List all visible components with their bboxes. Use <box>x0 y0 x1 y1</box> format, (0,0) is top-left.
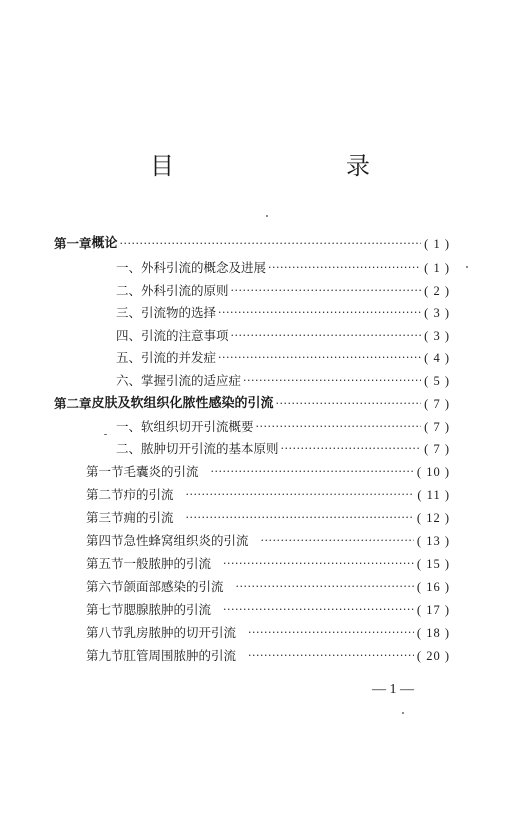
toc-title-left: 目 <box>150 152 174 180</box>
dot-leader <box>223 554 414 574</box>
toc-item[interactable] <box>116 417 450 437</box>
dot-leader <box>218 348 421 368</box>
toc-item[interactable] <box>116 258 450 278</box>
dot-leader <box>268 258 421 278</box>
page-ref: ( 11 ) <box>417 488 450 502</box>
toc-item[interactable] <box>116 371 450 391</box>
toc-section-5[interactable] <box>86 554 450 574</box>
page-ref: ( 7 ) <box>424 420 450 434</box>
dot-leader <box>120 234 422 254</box>
chapter-title: 皮肤及软组织化脓性感染的引流 <box>91 396 274 411</box>
item-title: 六、掌握引流的适应症 <box>116 373 242 388</box>
toc-title <box>150 146 370 181</box>
dot-leader <box>231 326 422 346</box>
toc-item[interactable] <box>116 348 450 368</box>
dot-leader <box>281 439 422 459</box>
item-title: 四、引流的注意事项 <box>116 328 229 343</box>
toc-item[interactable] <box>116 303 450 323</box>
toc-item[interactable] <box>116 439 450 459</box>
item-title: 二、脓肿切开引流的基本原则 <box>116 441 279 456</box>
section-title: 疖的引流 <box>123 487 174 502</box>
page-ref: ( 20 ) <box>416 649 450 663</box>
page-ref: ( 7 ) <box>424 397 450 411</box>
page-ref: ( 5 ) <box>424 374 450 388</box>
section-title: 肛管周围脓肿的引流 <box>123 648 237 663</box>
section-number: 第五节 <box>86 556 124 571</box>
toc-section-6[interactable] <box>86 577 450 597</box>
section-title: 腮腺脓肿的引流 <box>123 602 212 617</box>
dot-leader <box>276 394 422 414</box>
section-number: 第七节 <box>86 602 124 617</box>
section-title: 急性蜂窝组织炎的引流 <box>123 533 249 548</box>
dot-leader <box>236 577 414 597</box>
dot-leader <box>248 646 414 666</box>
dot-leader <box>256 417 422 437</box>
section-number: 第一节 <box>86 464 124 479</box>
toc-chapter-2[interactable] <box>54 394 450 414</box>
item-title: 一、软组织切开引流概要 <box>116 419 254 434</box>
scan-speck <box>266 215 268 217</box>
item-title: 三、引流物的选择 <box>116 305 217 320</box>
page-ref: ( 4 ) <box>424 351 450 365</box>
chapter-title: 概论 <box>91 236 118 251</box>
toc-item[interactable] <box>116 281 450 301</box>
dot-leader <box>211 462 414 482</box>
item-title: 五、引流的并发症 <box>116 350 217 365</box>
section-title: 颌面部感染的引流 <box>123 579 224 594</box>
section-number: 第六节 <box>86 579 124 594</box>
chapter-number: 第二章 <box>54 396 92 411</box>
toc-section-4[interactable] <box>86 531 450 551</box>
toc-title-right: 录 <box>346 152 370 180</box>
dot-leader <box>231 281 422 301</box>
section-number: 第四节 <box>86 533 124 548</box>
dot-leader <box>218 303 421 323</box>
page-ref: ( 1 ) <box>424 261 450 275</box>
page-ref: ( 13 ) <box>416 534 450 548</box>
dot-leader <box>223 600 414 620</box>
section-title: 痈的引流 <box>123 510 174 525</box>
dot-leader <box>186 485 415 505</box>
dot-leader <box>261 531 414 551</box>
page-ref: ( 3 ) <box>424 306 450 320</box>
page-ref: ( 1 ) <box>424 237 450 251</box>
section-title: 一般脓肿的引流 <box>123 556 212 571</box>
section-title: 乳房脓肿的切开引流 <box>123 625 237 640</box>
item-title: 一、外科引流的概念及进展 <box>116 260 267 275</box>
toc-section-2[interactable] <box>86 485 450 505</box>
page-ref: ( 10 ) <box>416 465 450 479</box>
page-ref: ( 18 ) <box>416 626 450 640</box>
page-ref: ( 12 ) <box>416 511 450 525</box>
page-ref: ( 15 ) <box>416 557 450 571</box>
toc-section-1[interactable] <box>86 462 450 482</box>
dot-leader <box>248 623 414 643</box>
toc-item[interactable] <box>116 326 450 346</box>
item-title: 二、外科引流的原则 <box>116 283 229 298</box>
scan-speck <box>466 266 468 268</box>
page-ref: ( 7 ) <box>424 442 450 456</box>
toc-section-8[interactable] <box>86 623 450 643</box>
toc-chapter-1[interactable] <box>54 234 450 254</box>
section-number: 第二节 <box>86 487 124 502</box>
toc-section-9[interactable] <box>86 646 450 666</box>
section-title: 毛囊炎的引流 <box>123 464 199 479</box>
section-number: 第八节 <box>86 625 124 640</box>
section-number: 第三节 <box>86 510 124 525</box>
toc-section-7[interactable] <box>86 600 450 620</box>
dot-leader <box>243 371 421 391</box>
chapter-number: 第一章 <box>54 236 92 251</box>
scan-speck <box>402 712 404 714</box>
toc-section-3[interactable] <box>86 508 450 528</box>
page-ref: ( 16 ) <box>416 580 450 594</box>
page-ref: ( 2 ) <box>424 284 450 298</box>
page-ref: ( 3 ) <box>424 329 450 343</box>
section-number: 第九节 <box>86 648 124 663</box>
dot-leader <box>186 508 414 528</box>
page-number: — 1 — <box>372 682 414 697</box>
scan-speck <box>104 434 107 435</box>
page-ref: ( 17 ) <box>416 603 450 617</box>
